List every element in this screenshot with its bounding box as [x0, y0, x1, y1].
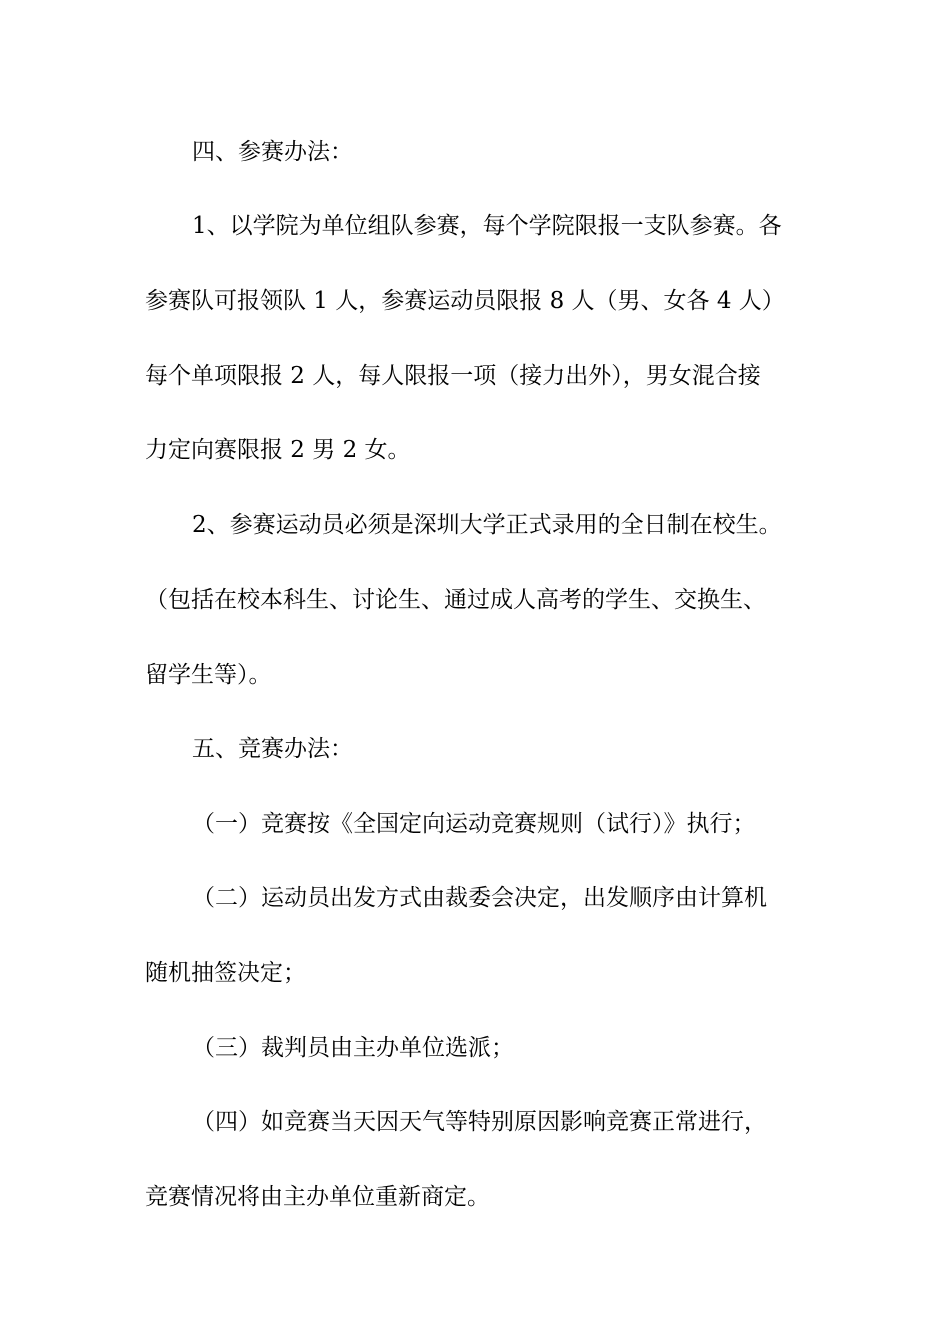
paragraph-line: 力定向赛限报 2 男 2 女。 [145, 437, 411, 463]
paragraph-line: （包括在校本科生、讨论生、通过成人高考的学生、交换生、 [145, 587, 766, 613]
paragraph-line: （四）如竞赛当天因天气等特别原因影响竞赛正常进行， [192, 1109, 767, 1135]
paragraph-line: 参赛队可报领队 1 人，参赛运动员限报 8 人（男、女各 4 人） [145, 288, 785, 314]
section-heading-4: 四、参赛办法： [192, 139, 353, 165]
section-heading-5: 五、竞赛办法： [192, 736, 353, 762]
paragraph-line: 1、以学院为单位组队参赛，每个学院限报一支队参赛。各 [192, 213, 782, 239]
paragraph-line: 每个单项限报 2 人，每人限报一项（接力出外），男女混合接 [145, 363, 761, 389]
paragraph-line: 竞赛情况将由主办单位重新商定。 [145, 1184, 490, 1210]
paragraph-line: 留学生等）。 [145, 662, 272, 688]
paragraph-line: （二）运动员出发方式由裁委会决定，出发顺序由计算机 [192, 885, 767, 911]
paragraph-line: （三）裁判员由主办单位选派； [192, 1035, 514, 1061]
paragraph-line: 2、参赛运动员必须是深圳大学正式录用的全日制在校生。 [192, 512, 782, 538]
paragraph-line: （一）竞赛按《全国定向运动竞赛规则（试行）》执行； [192, 811, 756, 837]
paragraph-line: 随机抽签决定； [145, 960, 306, 986]
